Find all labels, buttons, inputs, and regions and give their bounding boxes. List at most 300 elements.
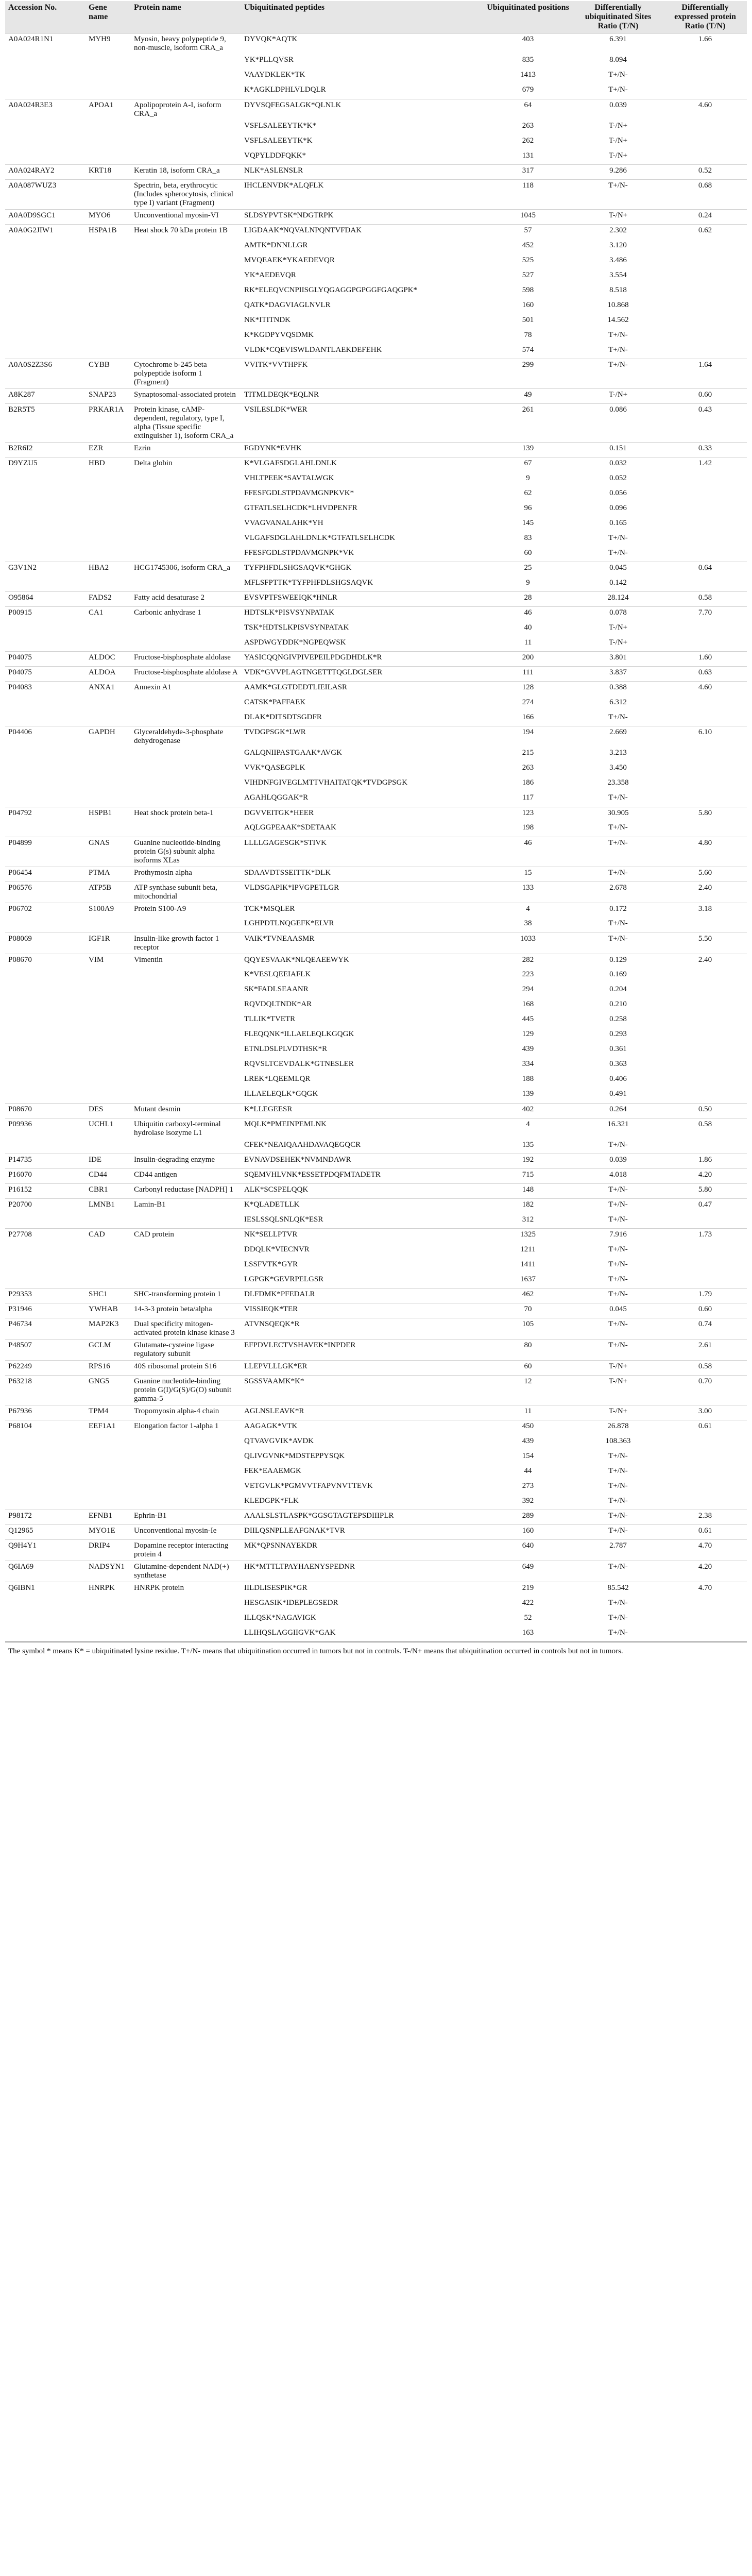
table-row [5, 314, 747, 329]
position-cell: 289 [483, 1510, 573, 1525]
gene-cell [86, 822, 131, 837]
gene-cell [86, 120, 131, 135]
position-cell: 835 [522, 56, 534, 64]
position-cell: 402 [483, 1103, 573, 1118]
peptide-cell: DGVVEITGK*HEER [241, 807, 483, 822]
protein-cell: 14-3-3 protein beta/alpha [131, 1303, 241, 1318]
peptide-cell: RK*ELEQVCNPIISGLYQGAGGPGPGGFGAQGPK* [244, 285, 418, 294]
position-cell: 198 [522, 823, 534, 832]
table-row [5, 1043, 747, 1058]
protein-cell [131, 255, 241, 269]
table-container [5, 0, 747, 1661]
table-row [5, 1465, 747, 1480]
protein-cell: Guanine nucleotide-binding protein G(s) subunit alpha isoforms XLas [131, 837, 241, 867]
position-cell: 70 [483, 1303, 573, 1318]
table-row [5, 1612, 747, 1627]
sites-ratio-cell: T+/N- [608, 548, 628, 557]
table-row [5, 777, 747, 792]
table-row [5, 99, 747, 120]
sites-ratio-cell: 3.213 [609, 749, 627, 757]
peptide-cell: EFPDVLECTVSHAVEK*INPDER [241, 1340, 483, 1361]
sites-ratio-cell: 0.172 [573, 903, 663, 918]
table-row [5, 165, 747, 180]
protein-ratio-cell [663, 284, 747, 299]
protein-ratio-cell: 0.58 [663, 1361, 747, 1376]
accession-cell: P04075 [5, 667, 86, 682]
table-row [5, 180, 747, 210]
sites-ratio-cell: T+/N- [573, 180, 663, 210]
protein-cell: Mutant desmin [131, 1103, 241, 1118]
sites-ratio-cell: T+/N- [573, 1184, 663, 1199]
sites-ratio-cell: 3.801 [573, 652, 663, 667]
protein-ratio-cell [663, 777, 747, 792]
table-row [5, 1088, 747, 1103]
gene-cell: GNAS [86, 837, 131, 867]
table-row [5, 1582, 747, 1597]
accession-cell [5, 969, 86, 984]
protein-ratio-cell [663, 1073, 747, 1088]
table-row [5, 837, 747, 867]
protein-ratio-cell [663, 1214, 747, 1229]
protein-ratio-cell: 2.40 [663, 954, 747, 969]
gene-cell [86, 637, 131, 652]
protein-ratio-cell: 2.40 [663, 882, 747, 903]
table-row [5, 472, 747, 487]
table-row [5, 1013, 747, 1028]
table-row [5, 225, 747, 240]
table-row [5, 269, 747, 284]
protein-ratio-cell [663, 487, 747, 502]
protein-ratio-cell [663, 1450, 747, 1465]
protein-cell: Dopamine receptor interacting protein 4 [131, 1540, 241, 1561]
sites-ratio-cell: T+/N- [573, 933, 663, 954]
peptide-cell: NLK*ASLENSLR [241, 165, 483, 180]
protein-cell: Cytochrome b-245 beta polypeptide isoform 1 (Fragment) [131, 359, 241, 389]
peptide-cell: FEK*EAAEMGK [244, 1466, 301, 1475]
position-cell: 1411 [520, 1260, 536, 1268]
peptide-cell: TCK*MSQLER [241, 903, 483, 918]
protein-cell [131, 472, 241, 487]
gene-cell [86, 984, 131, 998]
table-row [5, 607, 747, 622]
sites-ratio-cell: 4.018 [573, 1169, 663, 1184]
sites-ratio-cell: 8.518 [609, 285, 627, 294]
gene-cell: YWHAB [86, 1303, 131, 1318]
sites-ratio-cell: 9.286 [573, 165, 663, 180]
table-row [5, 747, 747, 762]
table-row [5, 547, 747, 562]
peptide-cell: RQVDQLTNDK*AR [244, 1000, 312, 1008]
sites-ratio-cell: 0.142 [609, 578, 627, 587]
sites-ratio-cell: 2.669 [573, 726, 663, 748]
gene-cell [86, 1139, 131, 1154]
peptide-cell: VSFLSALEEYTK*K* [244, 121, 317, 130]
gene-cell: MYH9 [89, 35, 111, 43]
protein-cell [131, 54, 241, 69]
sites-ratio-cell: T+/N- [573, 1318, 663, 1340]
sites-ratio-cell: 0.045 [573, 562, 663, 577]
peptide-cell: ETNLDSLPLVDTHSK*R [244, 1045, 328, 1053]
sites-ratio-cell: T+/N- [573, 359, 663, 389]
peptide-cell: LLIHQSLAGGIIGVK*GAK [241, 1627, 483, 1642]
position-cell: 12 [483, 1376, 573, 1405]
accession-cell: Q6IA69 [5, 1561, 86, 1582]
peptide-cell: LGPGK*GEVRPELGSR [244, 1275, 324, 1283]
accession-cell: P06702 [5, 903, 86, 918]
protein-cell [131, 637, 241, 652]
sites-ratio-cell: T-/N+ [573, 210, 663, 225]
accession-cell [5, 792, 86, 807]
peptide-cell: CFEK*NEAIQAAHDAVAQEGQCR [244, 1140, 361, 1149]
protein-ratio-cell [663, 269, 747, 284]
gene-cell [86, 1214, 131, 1229]
protein-ratio-cell [663, 1244, 747, 1259]
sites-ratio-cell: T+/N- [608, 1598, 628, 1607]
gene-cell: MYO1E [86, 1525, 131, 1540]
protein-cell [131, 314, 241, 329]
sites-ratio-cell: T-/N+ [573, 389, 663, 404]
protein-cell [131, 1058, 241, 1073]
protein-cell: Protein S100-A9 [131, 903, 241, 918]
sites-ratio-cell: T+/N- [608, 713, 628, 721]
position-cell: 166 [522, 713, 534, 721]
gene-cell: CD44 [86, 1169, 131, 1184]
accession-cell: P62249 [5, 1361, 86, 1376]
table-row [5, 562, 747, 577]
protein-cell [131, 1465, 241, 1480]
position-cell: 57 [483, 225, 573, 240]
sites-ratio-cell: T+/N- [573, 867, 663, 882]
accession-cell: A0A024R1N1 [8, 35, 54, 43]
accession-cell: B2R5T5 [5, 404, 86, 443]
peptide-cell: FGDYNK*EVHK [241, 443, 483, 457]
peptide-cell: HK*MTTLTPAYHAENYSPEDNR [241, 1561, 483, 1582]
gene-cell: APOA1 [86, 99, 131, 120]
ubiquitination-table [5, 1, 747, 1642]
protein-cell: HNRPK protein [131, 1582, 241, 1597]
peptide-cell: VVITK*VVTHPFK [241, 359, 483, 389]
peptide-cell: K*VESLQEEIAFLK [244, 970, 311, 978]
protein-cell: Glutamate-cysteine ligase regulatory subunit [131, 1340, 241, 1361]
position-cell: 188 [522, 1075, 534, 1083]
peptide-cell: ILLQSK*NAGAVIGK [244, 1613, 316, 1622]
position-cell: 263 [522, 764, 534, 772]
protein-cell: Glyceraldehyde-3-phosphate dehydrogenase [131, 726, 241, 748]
table-row [5, 918, 747, 933]
position-cell: 261 [483, 404, 573, 443]
accession-cell [5, 747, 86, 762]
peptide-cell: K*LLEGEESR [241, 1103, 483, 1118]
peptide-cell: K*KGDPYVQSDMK [244, 330, 314, 339]
table-row [5, 1627, 747, 1642]
peptide-cell: DYVSQFEGSALGK*QLNLK [241, 99, 483, 120]
accession-cell: Q12965 [5, 1525, 86, 1540]
position-cell: 60 [524, 548, 532, 557]
sites-ratio-cell: T+/N- [608, 919, 628, 927]
protein-ratio-cell [663, 1597, 747, 1612]
protein-ratio-cell [663, 532, 747, 547]
accession-cell [5, 1244, 86, 1259]
gene-cell [86, 969, 131, 984]
sites-ratio-cell: 0.293 [609, 1030, 627, 1038]
protein-ratio-cell: 3.00 [663, 1405, 747, 1420]
gene-cell: DRIP4 [86, 1540, 131, 1561]
protein-cell: Heat shock protein beta-1 [131, 807, 241, 822]
protein-ratio-cell [663, 135, 747, 150]
gene-cell [86, 54, 131, 69]
protein-ratio-cell: 0.74 [663, 1318, 747, 1340]
position-cell: 215 [522, 749, 534, 757]
gene-cell [86, 329, 131, 344]
accession-cell [5, 1274, 86, 1289]
accession-cell [5, 547, 86, 562]
protein-cell: Tropomyosin alpha-4 chain [131, 1405, 241, 1420]
peptide-cell: TLLIK*TVETR [244, 1015, 296, 1023]
gene-cell [86, 1028, 131, 1043]
peptide-cell: VAIK*TVNEAASMR [241, 933, 483, 954]
position-cell: 163 [483, 1627, 573, 1642]
sites-ratio-cell: 0.258 [609, 1015, 627, 1023]
protein-ratio-cell: 5.50 [663, 933, 747, 954]
protein-ratio-cell: 0.24 [663, 210, 747, 225]
accession-cell [5, 344, 86, 359]
sites-ratio-cell: 0.096 [609, 503, 627, 512]
sites-ratio-cell: 30.905 [573, 807, 663, 822]
protein-cell: Ezrin [131, 443, 241, 457]
table-row [5, 404, 747, 443]
sites-ratio-cell: T+/N- [608, 1481, 628, 1490]
table-row [5, 1169, 747, 1184]
table-footnote: The symbol * means K* = ubiquitinated lysine residue. T+/N- means that ubiquitination occurred in tumors but not in controls. T-/N+ means that ubiquitination occurred in controls but not in tumors. [5, 1642, 747, 1661]
sites-ratio-cell: T-/N+ [608, 623, 628, 632]
protein-cell: Apolipoprotein A-I, isoform CRA_a [131, 99, 241, 120]
position-cell: 640 [483, 1540, 573, 1561]
protein-ratio-cell: 1.60 [663, 652, 747, 667]
gene-cell: PRKAR1A [86, 404, 131, 443]
table-row [5, 903, 747, 918]
protein-ratio-cell [663, 314, 747, 329]
accession-cell [5, 1450, 86, 1465]
protein-ratio-cell [663, 1058, 747, 1073]
position-cell: 679 [522, 86, 534, 94]
peptide-cell: EVSVPTFSWEEIQK*HNLR [241, 592, 483, 607]
position-cell: 422 [522, 1598, 534, 1607]
position-cell: 273 [522, 1481, 534, 1490]
accession-cell: P09936 [5, 1118, 86, 1139]
position-cell: 262 [522, 136, 534, 145]
gene-cell: ANXA1 [86, 682, 131, 697]
table-row [5, 1244, 747, 1259]
accession-cell [5, 1612, 86, 1627]
table-row [5, 487, 747, 502]
table-row [5, 882, 747, 903]
position-cell: 133 [483, 882, 573, 903]
protein-ratio-cell: 2.38 [663, 1510, 747, 1525]
table-row [5, 443, 747, 457]
table-row [5, 150, 747, 165]
table-row [5, 1289, 747, 1303]
protein-ratio-cell [663, 1013, 747, 1028]
peptide-cell: TSK*HDTSLKPISVSYNPATAK [244, 623, 349, 632]
protein-ratio-cell [663, 84, 747, 99]
table-row [5, 1510, 747, 1525]
accession-cell: A0A024RAY2 [5, 165, 86, 180]
position-cell: 403 [522, 35, 534, 43]
protein-ratio-cell: 0.60 [663, 1303, 747, 1318]
sites-ratio-cell: T+/N- [608, 823, 628, 832]
position-cell: 11 [483, 1405, 573, 1420]
protein-cell [131, 329, 241, 344]
protein-cell [131, 1043, 241, 1058]
accession-cell [5, 532, 86, 547]
protein-ratio-cell [663, 240, 747, 255]
peptide-cell: VQPYLDDFQKK* [244, 151, 306, 160]
accession-cell [5, 637, 86, 652]
protein-cell: Unconventional myosin-VI [131, 210, 241, 225]
position-cell: 15 [483, 867, 573, 882]
position-cell: 649 [483, 1561, 573, 1582]
position-cell: 4 [483, 903, 573, 918]
protein-ratio-cell: 7.70 [663, 607, 747, 622]
peptide-cell: TVDGPSGK*LWR [241, 726, 483, 748]
accession-cell: P04083 [5, 682, 86, 697]
protein-ratio-cell: 0.60 [663, 389, 747, 404]
accession-cell [5, 1480, 86, 1495]
position-cell: 192 [483, 1154, 573, 1169]
protein-ratio-cell [663, 120, 747, 135]
position-cell: 131 [522, 151, 534, 160]
gene-cell: IGF1R [86, 933, 131, 954]
protein-ratio-cell [663, 1043, 747, 1058]
protein-ratio-cell [663, 1495, 747, 1510]
gene-cell [86, 547, 131, 562]
sites-ratio-cell: T+/N- [608, 1275, 628, 1283]
position-cell: 525 [522, 256, 534, 264]
protein-cell [131, 1480, 241, 1495]
accession-cell: P16152 [5, 1184, 86, 1199]
position-cell: 154 [522, 1451, 534, 1460]
protein-ratio-cell [663, 1259, 747, 1274]
protein-cell: Lamin-B1 [131, 1199, 241, 1214]
protein-cell: Myosin, heavy polypeptide 9, non-muscle, isoform CRA_a [134, 35, 226, 52]
table-row [5, 1318, 747, 1340]
sites-ratio-cell: 3.554 [609, 270, 627, 279]
protein-ratio-cell [663, 54, 747, 69]
peptide-cell: KLEDGPK*FLK [244, 1496, 299, 1505]
protein-cell [131, 344, 241, 359]
peptide-cell: VLDSGAPIK*IPVGPETLGR [241, 882, 483, 903]
position-cell: 219 [483, 1582, 573, 1597]
protein-ratio-cell [663, 1274, 747, 1289]
protein-cell: Elongation factor 1-alpha 1 [131, 1420, 241, 1435]
peptide-cell: VHLTPEEK*SAVTALWGK [244, 473, 334, 482]
peptide-cell: CATSK*PAFFAEK [244, 698, 306, 706]
accession-cell [5, 1088, 86, 1103]
protein-ratio-cell: 0.50 [663, 1103, 747, 1118]
gene-cell [86, 1597, 131, 1612]
peptide-cell: LIGDAAK*NQVALNPQNTVFDAK [241, 225, 483, 240]
table-row [5, 1405, 747, 1420]
sites-ratio-cell: 10.868 [607, 300, 629, 309]
protein-cell [131, 1612, 241, 1627]
sites-ratio-cell: T-/N+ [573, 1376, 663, 1405]
accession-cell: P16070 [5, 1169, 86, 1184]
protein-cell [131, 1013, 241, 1028]
accession-cell [5, 1139, 86, 1154]
accession-cell: A0A0S2Z3S6 [5, 359, 86, 389]
gene-cell: EZR [86, 443, 131, 457]
protein-ratio-cell: 1.79 [663, 1289, 747, 1303]
accession-cell: P04899 [5, 837, 86, 867]
accession-cell [5, 762, 86, 777]
peptide-cell: DDQLK*VIECNVR [244, 1245, 310, 1253]
position-cell: 9 [526, 473, 530, 482]
protein-ratio-cell [663, 762, 747, 777]
sites-ratio-cell: 3.450 [609, 764, 627, 772]
protein-ratio-cell [663, 1028, 747, 1043]
position-cell: 334 [522, 1060, 534, 1068]
table-row [5, 1561, 747, 1582]
protein-cell: Fatty acid desaturase 2 [131, 592, 241, 607]
position-cell: 64 [483, 99, 573, 120]
table-row [5, 1435, 747, 1450]
protein-cell [131, 240, 241, 255]
gene-cell [86, 472, 131, 487]
peptide-cell: TYFPHFDLSHGSAQVK*GHGK [241, 562, 483, 577]
table-row [5, 1154, 747, 1169]
position-cell: 160 [483, 1525, 573, 1540]
protein-cell: Guanine nucleotide-binding protein G(I)/G(S)/G(O) subunit gamma-5 [131, 1376, 241, 1405]
protein-cell [131, 822, 241, 837]
peptide-cell: QQYESVAAK*NLQEAEEWYK [241, 954, 483, 969]
accession-cell [5, 135, 86, 150]
protein-cell: CAD protein [131, 1229, 241, 1244]
gene-cell: HBA2 [86, 562, 131, 577]
sites-ratio-cell: 0.204 [609, 985, 627, 993]
position-cell: 83 [524, 533, 532, 542]
protein-cell: Insulin-like growth factor 1 receptor [131, 933, 241, 954]
gene-cell [86, 269, 131, 284]
protein-ratio-cell: 3.18 [663, 903, 747, 918]
protein-ratio-cell [663, 1435, 747, 1450]
gene-cell [86, 255, 131, 269]
table-row [5, 1420, 747, 1435]
sites-ratio-cell: T+/N- [573, 1627, 663, 1642]
table-row [5, 1274, 747, 1289]
position-cell: 145 [522, 518, 534, 527]
table-row [5, 622, 747, 637]
position-cell: 439 [522, 1045, 534, 1053]
position-cell: 62 [524, 488, 532, 497]
peptide-cell: ALK*SCSPELQQK [241, 1184, 483, 1199]
peptide-cell: MFLSFPTTK*TYFPHFDLSHGSAQVK [244, 578, 373, 587]
accession-cell: P06576 [5, 882, 86, 903]
peptide-cell: VAAYDKLEK*TK [244, 71, 305, 79]
accession-cell [5, 622, 86, 637]
protein-cell [131, 1627, 241, 1642]
peptide-cell: VSILESLDK*WER [241, 404, 483, 443]
protein-ratio-cell [663, 622, 747, 637]
sites-ratio-cell: 2.302 [573, 225, 663, 240]
position-cell: 60 [483, 1361, 573, 1376]
sites-ratio-cell: T+/N- [573, 1199, 663, 1214]
protein-ratio-cell [663, 299, 747, 314]
gene-cell: UCHL1 [86, 1118, 131, 1139]
protein-ratio-cell: 0.52 [663, 165, 747, 180]
position-cell: 129 [522, 1030, 534, 1038]
sites-ratio-cell: T+/N- [608, 1140, 628, 1149]
protein-cell: Heat shock 70 kDa protein 1B [131, 225, 241, 240]
